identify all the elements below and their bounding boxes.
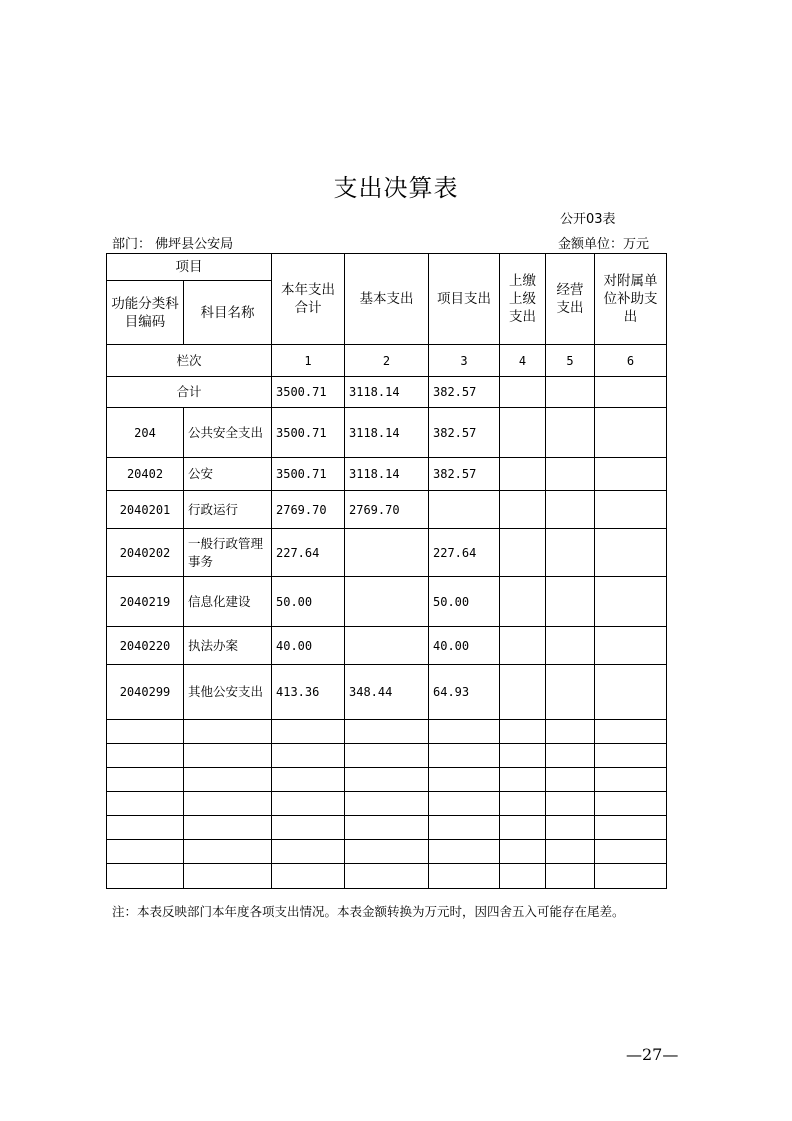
header-project: 项目 [107, 254, 272, 281]
empty-cell [184, 816, 272, 840]
footnote: 注：本表反映部门本年度各项支出情况。本表金额转换为万元时，因四舍五入可能存在尾差。 [112, 904, 625, 919]
empty-cell [184, 720, 272, 744]
form-number: 公开03表 [560, 212, 616, 227]
empty-cell [429, 744, 500, 768]
subsidy-cell [595, 408, 667, 458]
total-label: 合计 [107, 377, 272, 408]
empty-cell [546, 744, 595, 768]
total-cell: 3500.71 [272, 458, 345, 491]
project-cell: 227.64 [429, 529, 500, 577]
empty-cell [272, 768, 345, 792]
empty-cell [107, 864, 184, 889]
empty-cell [546, 792, 595, 816]
empty-cell [345, 768, 429, 792]
basic-cell [345, 627, 429, 665]
empty-cell [500, 792, 546, 816]
empty-cell [546, 768, 595, 792]
table-row [107, 627, 667, 665]
empty-cell [500, 744, 546, 768]
column-index-2: 2 [345, 345, 429, 377]
empty-cell [429, 840, 500, 864]
header-total: 本年支出合计 [272, 254, 345, 345]
empty-cell [595, 816, 667, 840]
subject-name-cell: 执法办案 [184, 627, 272, 665]
upper-cell [500, 627, 546, 665]
page-number: —27— [626, 1045, 679, 1064]
subsidy-cell [595, 529, 667, 577]
project-cell: 64.93 [429, 665, 500, 720]
function-code-cell: 20402 [107, 458, 184, 491]
subject-name-cell: 行政运行 [184, 491, 272, 529]
business-cell [546, 665, 595, 720]
empty-cell [345, 720, 429, 744]
total-cell: 413.36 [272, 665, 345, 720]
subsidy-cell [595, 665, 667, 720]
table-row [107, 577, 667, 627]
project-cell: 382.57 [429, 458, 500, 491]
upper-cell [500, 408, 546, 458]
project-cell: 382.57 [429, 377, 500, 408]
empty-cell [429, 768, 500, 792]
subject-name-cell: 其他公安支出 [184, 665, 272, 720]
subsidy-cell [595, 577, 667, 627]
subsidy-cell [595, 377, 667, 408]
empty-cell [272, 792, 345, 816]
empty-cell [345, 840, 429, 864]
upper-cell [500, 529, 546, 577]
function-code-cell: 2040202 [107, 529, 184, 577]
department-label: 部门： 佛坪县公安局 [112, 237, 234, 252]
function-code-cell: 2040219 [107, 577, 184, 627]
column-index-label: 栏次 [107, 345, 272, 377]
upper-cell [500, 491, 546, 529]
empty-cell [184, 744, 272, 768]
column-index-4: 4 [500, 345, 546, 377]
basic-cell: 3118.14 [345, 408, 429, 458]
table-row [107, 491, 667, 529]
table-row [107, 665, 667, 720]
empty-cell [429, 720, 500, 744]
table-row [107, 529, 667, 577]
business-cell [546, 627, 595, 665]
header-function-code: 功能分类科目编码 [107, 281, 184, 345]
empty-cell [345, 744, 429, 768]
subject-name-cell: 公共安全支出 [184, 408, 272, 458]
project-cell [429, 491, 500, 529]
basic-cell [345, 529, 429, 577]
column-index-row [107, 345, 667, 377]
empty-cell [429, 792, 500, 816]
empty-cell [107, 720, 184, 744]
empty-cell [272, 744, 345, 768]
subject-name-cell: 一般行政管理事务 [184, 529, 272, 577]
column-index-1: 1 [272, 345, 345, 377]
empty-cell [595, 864, 667, 889]
empty-cell [500, 864, 546, 889]
basic-cell: 348.44 [345, 665, 429, 720]
project-cell: 382.57 [429, 408, 500, 458]
total-cell: 2769.70 [272, 491, 345, 529]
subsidy-cell [595, 491, 667, 529]
upper-cell [500, 665, 546, 720]
empty-cell [429, 816, 500, 840]
empty-cell [595, 792, 667, 816]
empty-cell [595, 720, 667, 744]
page-title: 支出决算表 [333, 174, 459, 202]
empty-cell [107, 792, 184, 816]
empty-cell [184, 840, 272, 864]
subsidy-cell [595, 458, 667, 491]
upper-cell [500, 377, 546, 408]
empty-cell [272, 720, 345, 744]
empty-cell [184, 864, 272, 889]
subsidy-cell [595, 627, 667, 665]
table-row [107, 408, 667, 458]
empty-cell [595, 840, 667, 864]
table-row [107, 458, 667, 491]
column-index-6: 6 [595, 345, 667, 377]
empty-cell [184, 792, 272, 816]
upper-cell [500, 577, 546, 627]
empty-cell [272, 864, 345, 889]
empty-row [107, 792, 667, 816]
empty-row [107, 768, 667, 792]
basic-cell: 3118.14 [345, 377, 429, 408]
basic-cell: 3118.14 [345, 458, 429, 491]
column-index-5: 5 [546, 345, 595, 377]
empty-row [107, 744, 667, 768]
total-cell: 227.64 [272, 529, 345, 577]
empty-cell [107, 816, 184, 840]
business-cell [546, 408, 595, 458]
business-cell [546, 377, 595, 408]
amount-unit-label: 金额单位：万元 [558, 237, 650, 252]
header-subject-name: 科目名称 [184, 281, 272, 345]
column-index-3: 3 [429, 345, 500, 377]
empty-cell [107, 744, 184, 768]
total-row [107, 377, 667, 408]
function-code-cell: 2040220 [107, 627, 184, 665]
empty-row [107, 720, 667, 744]
business-cell [546, 529, 595, 577]
empty-cell [546, 720, 595, 744]
total-cell: 50.00 [272, 577, 345, 627]
empty-cell [272, 816, 345, 840]
empty-cell [429, 864, 500, 889]
empty-cell [107, 840, 184, 864]
table-body [107, 408, 667, 889]
basic-cell [345, 577, 429, 627]
empty-cell [184, 768, 272, 792]
empty-row [107, 840, 667, 864]
subject-name-cell: 公安 [184, 458, 272, 491]
empty-cell [500, 816, 546, 840]
empty-cell [546, 840, 595, 864]
business-cell [546, 491, 595, 529]
empty-cell [595, 768, 667, 792]
total-cell: 40.00 [272, 627, 345, 665]
total-cell: 3500.71 [272, 408, 345, 458]
function-code-cell: 2040201 [107, 491, 184, 529]
empty-cell [546, 816, 595, 840]
empty-cell [500, 840, 546, 864]
header-business: 经营支出 [546, 254, 595, 345]
empty-cell [345, 816, 429, 840]
basic-cell: 2769.70 [345, 491, 429, 529]
empty-cell [345, 792, 429, 816]
empty-cell [500, 768, 546, 792]
header-subsidy: 对附属单位补助支出 [595, 254, 667, 345]
project-cell: 40.00 [429, 627, 500, 665]
project-cell: 50.00 [429, 577, 500, 627]
header-project-expenditure: 项目支出 [429, 254, 500, 345]
function-code-cell: 2040299 [107, 665, 184, 720]
expenditure-table [106, 253, 667, 889]
table-header [107, 254, 667, 408]
header-basic: 基本支出 [345, 254, 429, 345]
empty-row [107, 816, 667, 840]
subject-name-cell: 信息化建设 [184, 577, 272, 627]
empty-cell [272, 840, 345, 864]
empty-cell [107, 768, 184, 792]
upper-cell [500, 458, 546, 491]
empty-row [107, 864, 667, 889]
business-cell [546, 458, 595, 491]
empty-cell [345, 864, 429, 889]
total-cell: 3500.71 [272, 377, 345, 408]
header-upper-level: 上缴上级支出 [500, 254, 546, 345]
empty-cell [500, 720, 546, 744]
function-code-cell: 204 [107, 408, 184, 458]
empty-cell [546, 864, 595, 889]
empty-cell [595, 744, 667, 768]
business-cell [546, 577, 595, 627]
